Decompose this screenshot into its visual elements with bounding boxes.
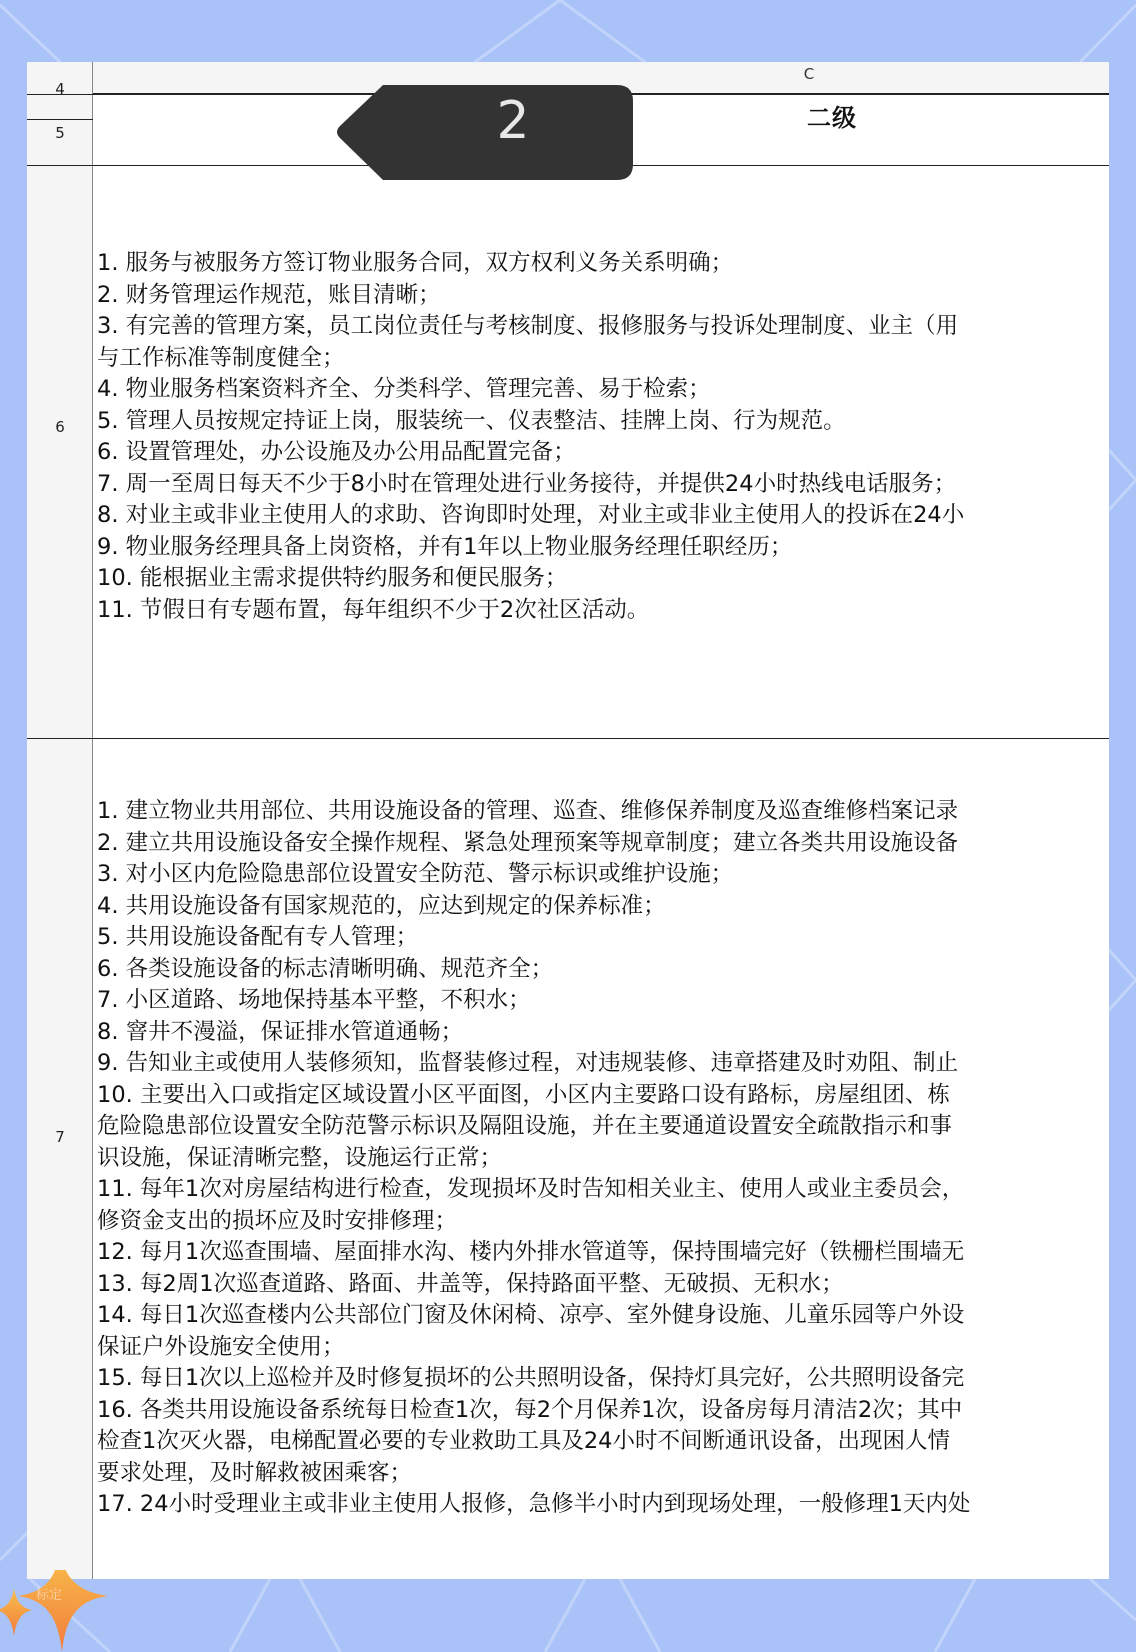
page-number-badge[interactable] bbox=[333, 85, 633, 180]
row7-line: 17. 24小时受理业主或非业主使用人报修，急修半小时内到现场处理，一般修理1天内处 bbox=[97, 1491, 971, 1517]
row6-line: 2. 财务管理运作规范，账目清晰； bbox=[97, 281, 441, 308]
sticker-caption: 标定 bbox=[36, 1588, 63, 1603]
row7-line: 15. 每日1次以上巡检并及时修复损坏的公共照明设备，保持灯具完好，公共照明设备完 bbox=[97, 1365, 965, 1391]
row6-line: 9. 物业服务经理具备上岗资格，并有1年以上物业服务经理任职经历； bbox=[97, 533, 793, 560]
row7-line: 1. 建立物业共用部位、共用设施设备的管理、巡查、维修保养制度及巡查维修档案记录 bbox=[97, 798, 959, 824]
cell-row7-requirements[interactable] bbox=[97, 796, 1109, 1521]
row7-line: 9. 告知业主或使用人装修须知，监督装修过程，对违规装修、违章搭建及时劝阻、制止 bbox=[97, 1050, 959, 1076]
row-number-7[interactable]: 7 bbox=[55, 1128, 65, 1146]
row-number-gutter bbox=[27, 62, 93, 1579]
row7-line: 5. 共用设施设备配有专人管理； bbox=[97, 924, 419, 950]
row7-line: 危险隐患部位设置安全防范警示标识及隔阻设施，并在主要通道设置安全疏散指示和事 bbox=[97, 1113, 953, 1139]
row7-line: 14. 每日1次巡查楼内公共部位门窗及休闲椅、凉亭、室外健身设施、儿童乐园等户外设 bbox=[97, 1302, 965, 1328]
row6-line: 11. 节假日有专题布置，每年组织不少于2次社区活动。 bbox=[97, 596, 650, 623]
row6-line: 3. 有完善的管理方案，员工岗位责任与考核制度、报修服务与投诉处理制度、业主（用 bbox=[97, 313, 959, 339]
row-number-6[interactable]: 6 bbox=[55, 418, 65, 436]
row6-line: 8. 对业主或非业主使用人的求助、咨询即时处理，对业主或非业主使用人的投诉在24小 bbox=[97, 502, 965, 528]
row-number-4[interactable]: 4 bbox=[55, 80, 65, 94]
row-divider bbox=[27, 119, 93, 120]
row7-line: 2. 建立共用设施设备安全操作规程、紧急处理预案等规章制度；建立各类共用设施设备 bbox=[97, 829, 959, 856]
row6-line: 7. 周一至周日每天不少于8小时在管理处进行业务接待，并提供24小时热线电话服务； bbox=[97, 470, 957, 497]
row7-line: 识设施，保证清晰完整，设施运行正常； bbox=[97, 1144, 503, 1171]
row7-line: 10. 主要出入口或指定区域设置小区平面图，小区内主要路口设有路标，房屋组团、栋 bbox=[97, 1081, 950, 1108]
row6-line: 6. 设置管理处，办公设施及办公用品配置完备； bbox=[97, 439, 576, 465]
sparkle-sticker-icon bbox=[0, 1570, 130, 1652]
row7-line: 检查1次灭火器，电梯配置必要的专业救助工具及24小时不间断通讯设备，出现困人情 bbox=[97, 1428, 950, 1454]
row7-line: 4. 共用设施设备有国家规范的，应达到规定的保养标准； bbox=[97, 892, 666, 919]
row-number-5[interactable]: 5 bbox=[55, 124, 65, 142]
row7-line: 修资金支出的损坏应及时安排修理； bbox=[97, 1207, 458, 1234]
row-divider bbox=[27, 738, 1109, 739]
row7-line: 6. 各类设施设备的标志清晰明确、规范齐全； bbox=[97, 955, 554, 982]
row7-line: 8. 窨井不漫溢，保证排水管道通畅； bbox=[97, 1018, 464, 1045]
row6-line: 10. 能根据业主需求提供特约服务和便民服务； bbox=[97, 565, 568, 591]
row6-line: 5. 管理人员按规定持证上岗，服装统一、仪表整洁、挂牌上岗、行为规范。 bbox=[97, 407, 846, 434]
row6-line: 4. 物业服务档案资料齐全、分类科学、管理完善、易于检索； bbox=[97, 376, 711, 402]
row7-line: 12. 每月1次巡查围墙、屋面排水沟、楼内外排水管道等，保持围墙完好（铁栅栏围墙无 bbox=[97, 1239, 965, 1265]
page-number-label: 2 bbox=[496, 91, 530, 151]
cell-level-title[interactable]: 二级 bbox=[807, 104, 857, 132]
row6-line: 1. 服务与被服务方签订物业服务合同，双方权利义务关系明确； bbox=[97, 250, 734, 276]
row7-line: 13. 每2周1次巡查道路、路面、井盖等，保持路面平整、无破损、无积水； bbox=[97, 1270, 844, 1297]
row7-line: 16. 各类共用设施设备系统每日检查1次，每2个月保养1次，设备房每月清洁2次；其中 bbox=[97, 1396, 963, 1423]
row7-line: 11. 每年1次对房屋结构进行检查，发现损坏及时告知相关业主、使用人或业主委员会， bbox=[97, 1176, 965, 1202]
row6-line: 与工作标准等制度健全； bbox=[97, 344, 345, 371]
cell-row6-requirements[interactable] bbox=[97, 248, 1109, 626]
row7-line: 要求处理，及时解救被困乘客； bbox=[97, 1459, 413, 1486]
column-header-c[interactable]: C bbox=[803, 65, 815, 83]
row7-line: 3. 对小区内危险隐患部位设置安全防范、警示标识或维护设施； bbox=[97, 861, 734, 887]
spreadsheet-view[interactable] bbox=[27, 62, 1109, 1579]
row7-line: 7. 小区道路、场地保持基本平整，不积水； bbox=[97, 987, 531, 1013]
row7-line: 保证户外设施安全使用； bbox=[97, 1333, 345, 1360]
